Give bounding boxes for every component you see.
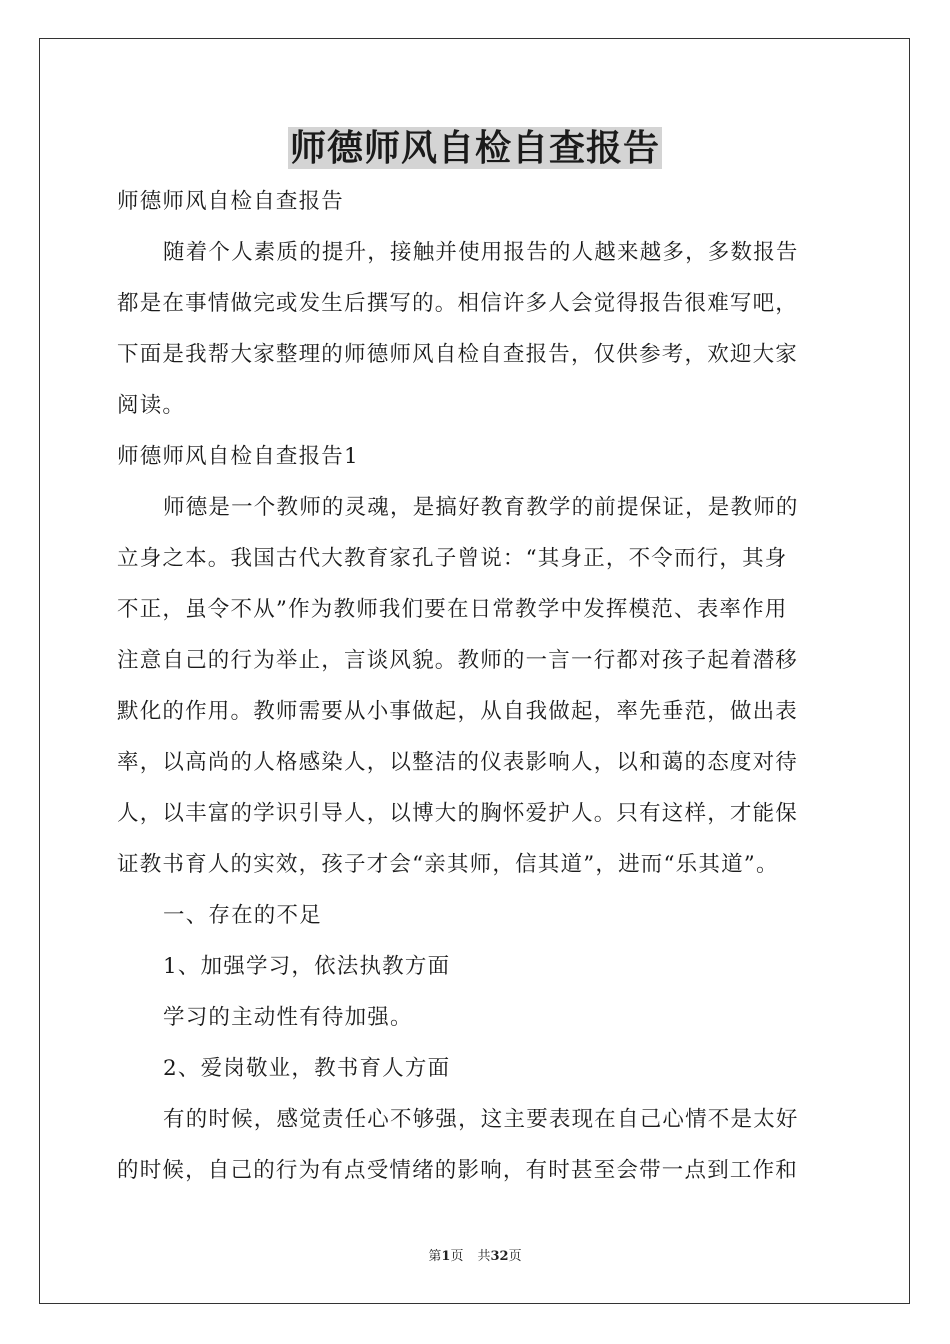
text-line: 注意自己的行为举止，言谈风貌。教师的一言一行都对孩子起着潜移 xyxy=(117,648,799,673)
footer-total-pages: 32 xyxy=(490,1249,509,1264)
document-title xyxy=(0,124,950,172)
text-line: 人，以丰富的学识引导人，以博大的胸怀爱护人。只有这样，才能保 xyxy=(117,801,799,826)
text-line: 的时候，自己的行为有点受情绪的影响，有时甚至会带一点到工作和 xyxy=(117,1158,799,1183)
footer-page-suffix: 页 xyxy=(450,1249,464,1264)
text-line: 率，以高尚的人格感染人，以整洁的仪表影响人，以和蔼的态度对待 xyxy=(117,750,799,775)
text-line: 默化的作用。教师需要从小事做起，从自我做起，率先垂范，做出表 xyxy=(117,699,799,724)
footer-total-prefix: 共 xyxy=(477,1249,491,1264)
text-line: 师德是一个教师的灵魂，是搞好教育教学的前提保证，是教师的 xyxy=(163,495,799,520)
text-line: 随着个人素质的提升，接触并使用报告的人越来越多，多数报告 xyxy=(163,240,799,265)
footer-page-number: 1 xyxy=(441,1249,451,1264)
footer-total-suffix: 页 xyxy=(508,1249,522,1264)
text-line: 证教书育人的实效，孩子才会“亲其师，信其道”，进而“乐其道”。 xyxy=(117,852,779,877)
document-body xyxy=(117,176,843,1196)
text-line: 一、存在的不足 xyxy=(163,903,322,928)
text-line: 阅读。 xyxy=(117,393,186,418)
text-line: 有的时候，感觉责任心不够强，这主要表现在自己心情不是太好 xyxy=(163,1107,799,1132)
text-line: 师德师风自检自查报告 xyxy=(117,189,345,214)
text-line: 学习的主动性有待加强。 xyxy=(163,1005,413,1030)
document-title-text: 师德师风自检自查报告 xyxy=(289,127,660,169)
text-line: 都是在事情做完或发生后撰写的。相信许多人会觉得报告很难写吧， xyxy=(117,291,799,316)
text-line: 师德师风自检自查报告1 xyxy=(117,444,359,469)
page-footer xyxy=(0,1248,950,1266)
text-line: 不正，虽令不从”作为教师我们要在日常教学中发挥模范、表率作用 xyxy=(117,597,788,622)
text-line: 1、加强学习，依法执教方面 xyxy=(163,954,451,979)
text-line: 2、爱岗敬业，教书育人方面 xyxy=(163,1056,451,1081)
text-line: 下面是我帮大家整理的师德师风自检自查报告，仅供参考，欢迎大家 xyxy=(117,342,799,367)
text-line: 立身之本。我国古代大教育家孔子曾说：“其身正，不令而行，其身 xyxy=(117,546,788,571)
footer-page-prefix: 第 xyxy=(428,1249,442,1264)
